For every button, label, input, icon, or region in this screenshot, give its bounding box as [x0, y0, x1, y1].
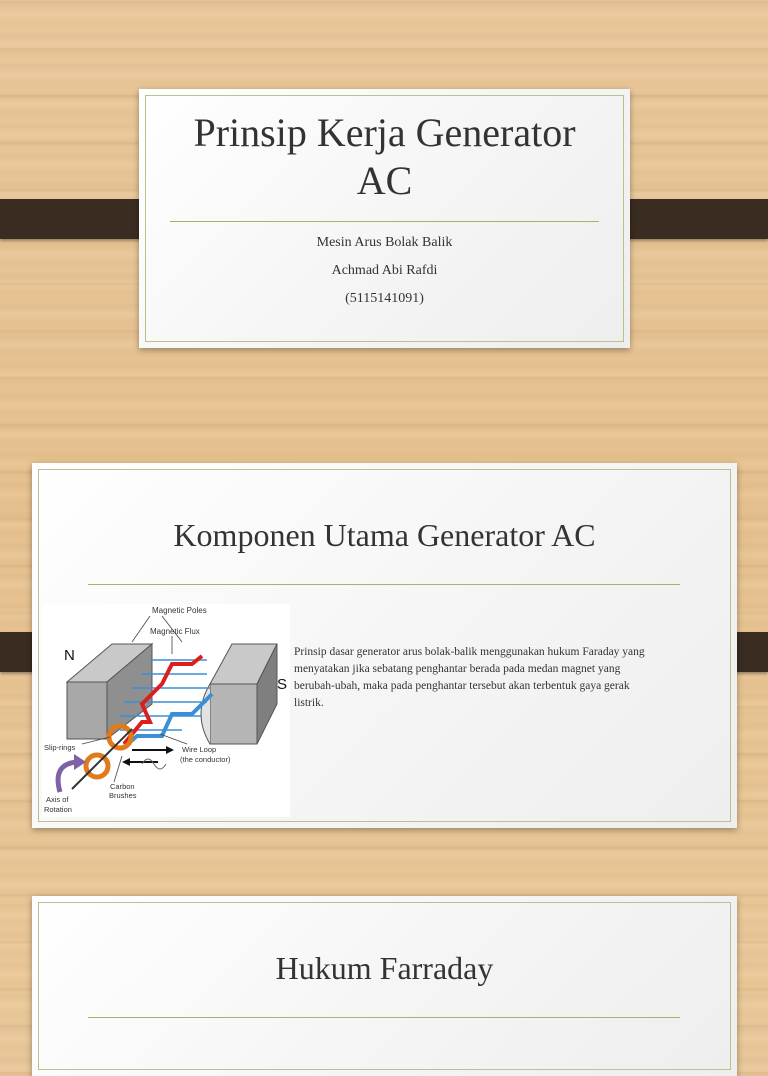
label-carbon: Carbon	[110, 782, 135, 791]
heading-divider	[88, 1017, 680, 1018]
label-magnetic-flux: Magnetic Flux	[150, 627, 200, 636]
subtitle-id: (5115141091)	[345, 291, 424, 306]
heading-divider	[88, 584, 680, 585]
slide-heading: Hukum Farraday	[275, 950, 494, 986]
title-line-1: Prinsip Kerja Generator	[193, 110, 576, 155]
slide-title-heading	[139, 109, 630, 205]
label-pole-n: N	[64, 647, 75, 664]
strap-left-1	[0, 199, 155, 239]
slide-faraday[interactable]	[32, 896, 737, 1076]
title-divider	[170, 221, 599, 222]
generator-diagram-svg	[42, 604, 290, 817]
slide-components[interactable]	[32, 463, 737, 828]
slide-subtitle	[139, 229, 630, 313]
label-wire-loop-sub: (the conductor)	[180, 755, 231, 764]
subtitle-course: Mesin Arus Bolak Balik	[316, 235, 453, 250]
strap-right-1	[613, 199, 768, 239]
generator-diagram	[42, 604, 290, 817]
label-magnetic-poles: Magnetic Poles	[152, 606, 207, 615]
title-line-2: AC	[356, 158, 413, 203]
slide-heading: Komponen Utama Generator AC	[173, 517, 596, 553]
subtitle-author: Achmad Abi Rafdi	[331, 263, 438, 278]
label-rotation: Rotation	[44, 805, 72, 814]
label-wire-loop: Wire Loop	[182, 745, 217, 754]
label-pole-s: S	[277, 676, 288, 693]
label-slip-rings: Slip-rings	[44, 743, 76, 752]
label-brushes: Brushes	[109, 791, 137, 800]
label-axis-of: Axis of	[46, 795, 69, 804]
slide-title[interactable]	[139, 89, 630, 348]
slide-body-text: Prinsip dasar generator arus bolak-balik menggunakan hukum Faraday yang menyatakan jika sebatang penghantar berada pada medan magnet yang berubah-ubah, maka pada penghantar tersebut akan terbentuk gaya gerak listrik.	[294, 646, 645, 709]
